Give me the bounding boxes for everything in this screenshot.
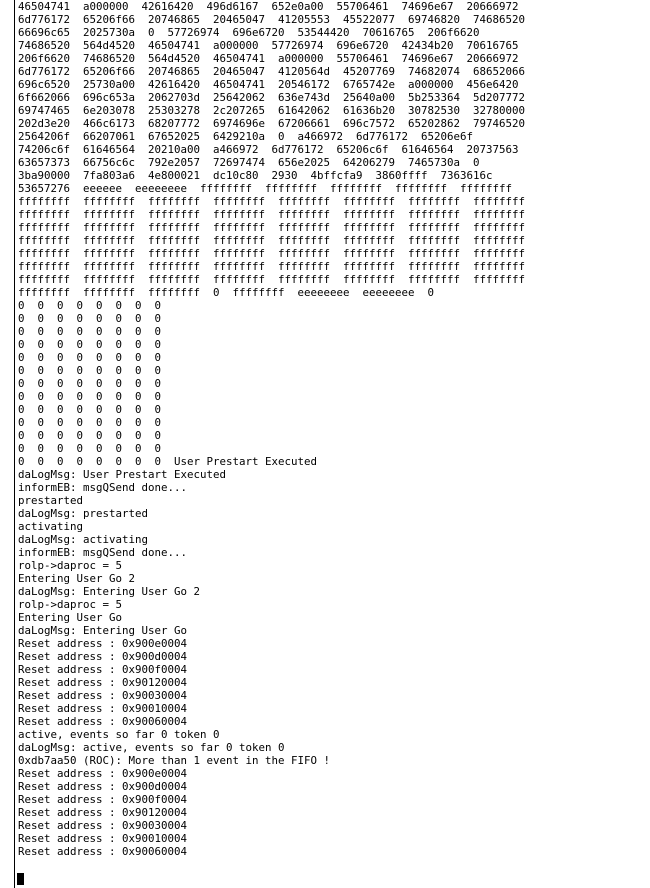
terminal-line: Reset address : 0x900f0004: [18, 793, 188, 806]
terminal-line: 66696c65 2025730a 0 57726974 696e6720 53544420 70616765 206f6620: [18, 26, 480, 39]
terminal-line: 0 0 0 0 0 0 0 0: [18, 299, 162, 312]
terminal-line: ffffffff ffffffff ffffffff ffffffff ffffffff ffffffff ffffffff ffffffff: [18, 234, 526, 247]
terminal-line: ffffffff ffffffff ffffffff ffffffff ffffffff ffffffff ffffffff ffffffff: [18, 273, 526, 286]
terminal-line: informEB: msgQSend done...: [18, 481, 188, 494]
terminal-line: ffffffff ffffffff ffffffff ffffffff ffffffff ffffffff ffffffff ffffffff: [18, 247, 526, 260]
terminal-line: Reset address : 0x90010004: [18, 702, 188, 715]
terminal-line: activating: [18, 520, 84, 533]
terminal-line: 0 0 0 0 0 0 0 0 User Prestart Executed: [18, 455, 318, 468]
terminal-line: 46504741 a000000 42616420 496d6167 652e0a00 55706461 74696e67 20666972: [18, 0, 519, 13]
terminal-line: 63657373 66756c6c 792e2057 72697474 656e2025 64206279 7465730a 0: [18, 156, 480, 169]
terminal-line: Entering User Go: [18, 611, 123, 624]
terminal-line: ffffffff ffffffff ffffffff ffffffff ffffffff ffffffff ffffffff ffffffff: [18, 221, 526, 234]
terminal-line: Reset address : 0x900d0004: [18, 780, 188, 793]
terminal-line: ffffffff ffffffff ffffffff 0 ffffffff eeeeeeee eeeeeeee 0: [18, 286, 435, 299]
terminal-line: Reset address : 0x90030004: [18, 819, 188, 832]
terminal-line: Reset address : 0x900e0004: [18, 767, 188, 780]
terminal-line: 69747465 6e203078 25303278 2c207265 61642062 61636b20 30782530 32780000: [18, 104, 526, 117]
terminal-line: daLogMsg: prestarted: [18, 507, 149, 520]
terminal-line: Reset address : 0x90010004: [18, 832, 188, 845]
terminal-line: 0 0 0 0 0 0 0 0: [18, 403, 162, 416]
terminal-line: Reset address : 0x900d0004: [18, 650, 188, 663]
terminal-line: daLogMsg: User Prestart Executed: [18, 468, 227, 481]
terminal-line: 0 0 0 0 0 0 0 0: [18, 338, 162, 351]
terminal-line: 0 0 0 0 0 0 0 0: [18, 325, 162, 338]
terminal-line: 206f6620 74686520 564d4520 46504741 a000000 55706461 74696e67 20666972: [18, 52, 519, 65]
terminal-line: 696c6520 25730a00 42616420 46504741 20546172 6765742e a000000 456e6420: [18, 78, 519, 91]
terminal-line: 74206c6f 61646564 20210a00 a466972 6d776172 65206c6f 61646564 20737563: [18, 143, 519, 156]
terminal-line: ffffffff ffffffff ffffffff ffffffff ffffffff ffffffff ffffffff ffffffff: [18, 208, 526, 221]
terminal-line: 0 0 0 0 0 0 0 0: [18, 390, 162, 403]
terminal-line: 2564206f 66207061 67652025 6429210a 0 a466972 6d776172 65206e6f: [18, 130, 474, 143]
terminal-line: 202d3e20 466c6173 68207772 6974696e 67206661 696c7572 65202862 79746520: [18, 117, 526, 130]
terminal-line: 0 0 0 0 0 0 0 0: [18, 442, 162, 455]
terminal-line: 0 0 0 0 0 0 0 0: [18, 364, 162, 377]
terminal-line: ffffffff ffffffff ffffffff ffffffff ffffffff ffffffff ffffffff ffffffff: [18, 195, 526, 208]
terminal-line: 0 0 0 0 0 0 0 0: [18, 351, 162, 364]
terminal-line: 0xdb7aa50 (ROC): More than 1 event in the FIFO !: [18, 754, 331, 767]
terminal-line: Reset address : 0x90120004: [18, 676, 188, 689]
terminal-line: 6d776172 65206f66 20746865 20465047 41205553 45522077 69746820 74686520: [18, 13, 526, 26]
terminal-line: Reset address : 0x90030004: [18, 689, 188, 702]
terminal-line: Reset address : 0x90060004: [18, 845, 188, 858]
terminal-line: daLogMsg: activating: [18, 533, 149, 546]
terminal-line: 0 0 0 0 0 0 0 0: [18, 312, 162, 325]
terminal-line: rolp->daproc = 5: [18, 559, 123, 572]
text-cursor: [17, 873, 24, 885]
terminal-line: 3ba90000 7fa803a6 4e800021 dc10c80 2930 4bffcfa9 3860ffff 7363616c: [18, 169, 493, 182]
terminal-line: Reset address : 0x900f0004: [18, 663, 188, 676]
terminal-line: informEB: msgQSend done...: [18, 546, 188, 559]
window-left-border: [14, 0, 15, 888]
terminal-line: daLogMsg: active, events so far 0 token 0: [18, 741, 285, 754]
terminal-line: rolp->daproc = 5: [18, 598, 123, 611]
terminal-output: [18, 0, 650, 858]
terminal-line: Reset address : 0x90120004: [18, 806, 188, 819]
terminal-line: 74686520 564d4520 46504741 a000000 57726974 696e6720 42434b20 70616765: [18, 39, 519, 52]
terminal-line: daLogMsg: Entering User Go: [18, 624, 188, 637]
terminal-line: 6d776172 65206f66 20746865 20465047 4120564d 45207769 74682074 68652066: [18, 65, 526, 78]
terminal-line: active, events so far 0 token 0: [18, 728, 220, 741]
terminal-line: ffffffff ffffffff ffffffff ffffffff ffffffff ffffffff ffffffff ffffffff: [18, 260, 526, 273]
terminal-line: prestarted: [18, 494, 84, 507]
terminal-line: 0 0 0 0 0 0 0 0: [18, 377, 162, 390]
terminal-line: Reset address : 0x90060004: [18, 715, 188, 728]
terminal-line: 6f662066 696c653a 2062703d 25642062 636e743d 25640a00 5b253364 5d207772: [18, 91, 526, 104]
terminal-line: daLogMsg: Entering User Go 2: [18, 585, 201, 598]
terminal-line: 53657276 eeeeee eeeeeeee ffffffff ffffffff ffffffff ffffffff ffffffff: [18, 182, 513, 195]
terminal-line: Reset address : 0x900e0004: [18, 637, 188, 650]
terminal-line: 0 0 0 0 0 0 0 0: [18, 429, 162, 442]
terminal-line: Entering User Go 2: [18, 572, 136, 585]
terminal-line: 0 0 0 0 0 0 0 0: [18, 416, 162, 429]
